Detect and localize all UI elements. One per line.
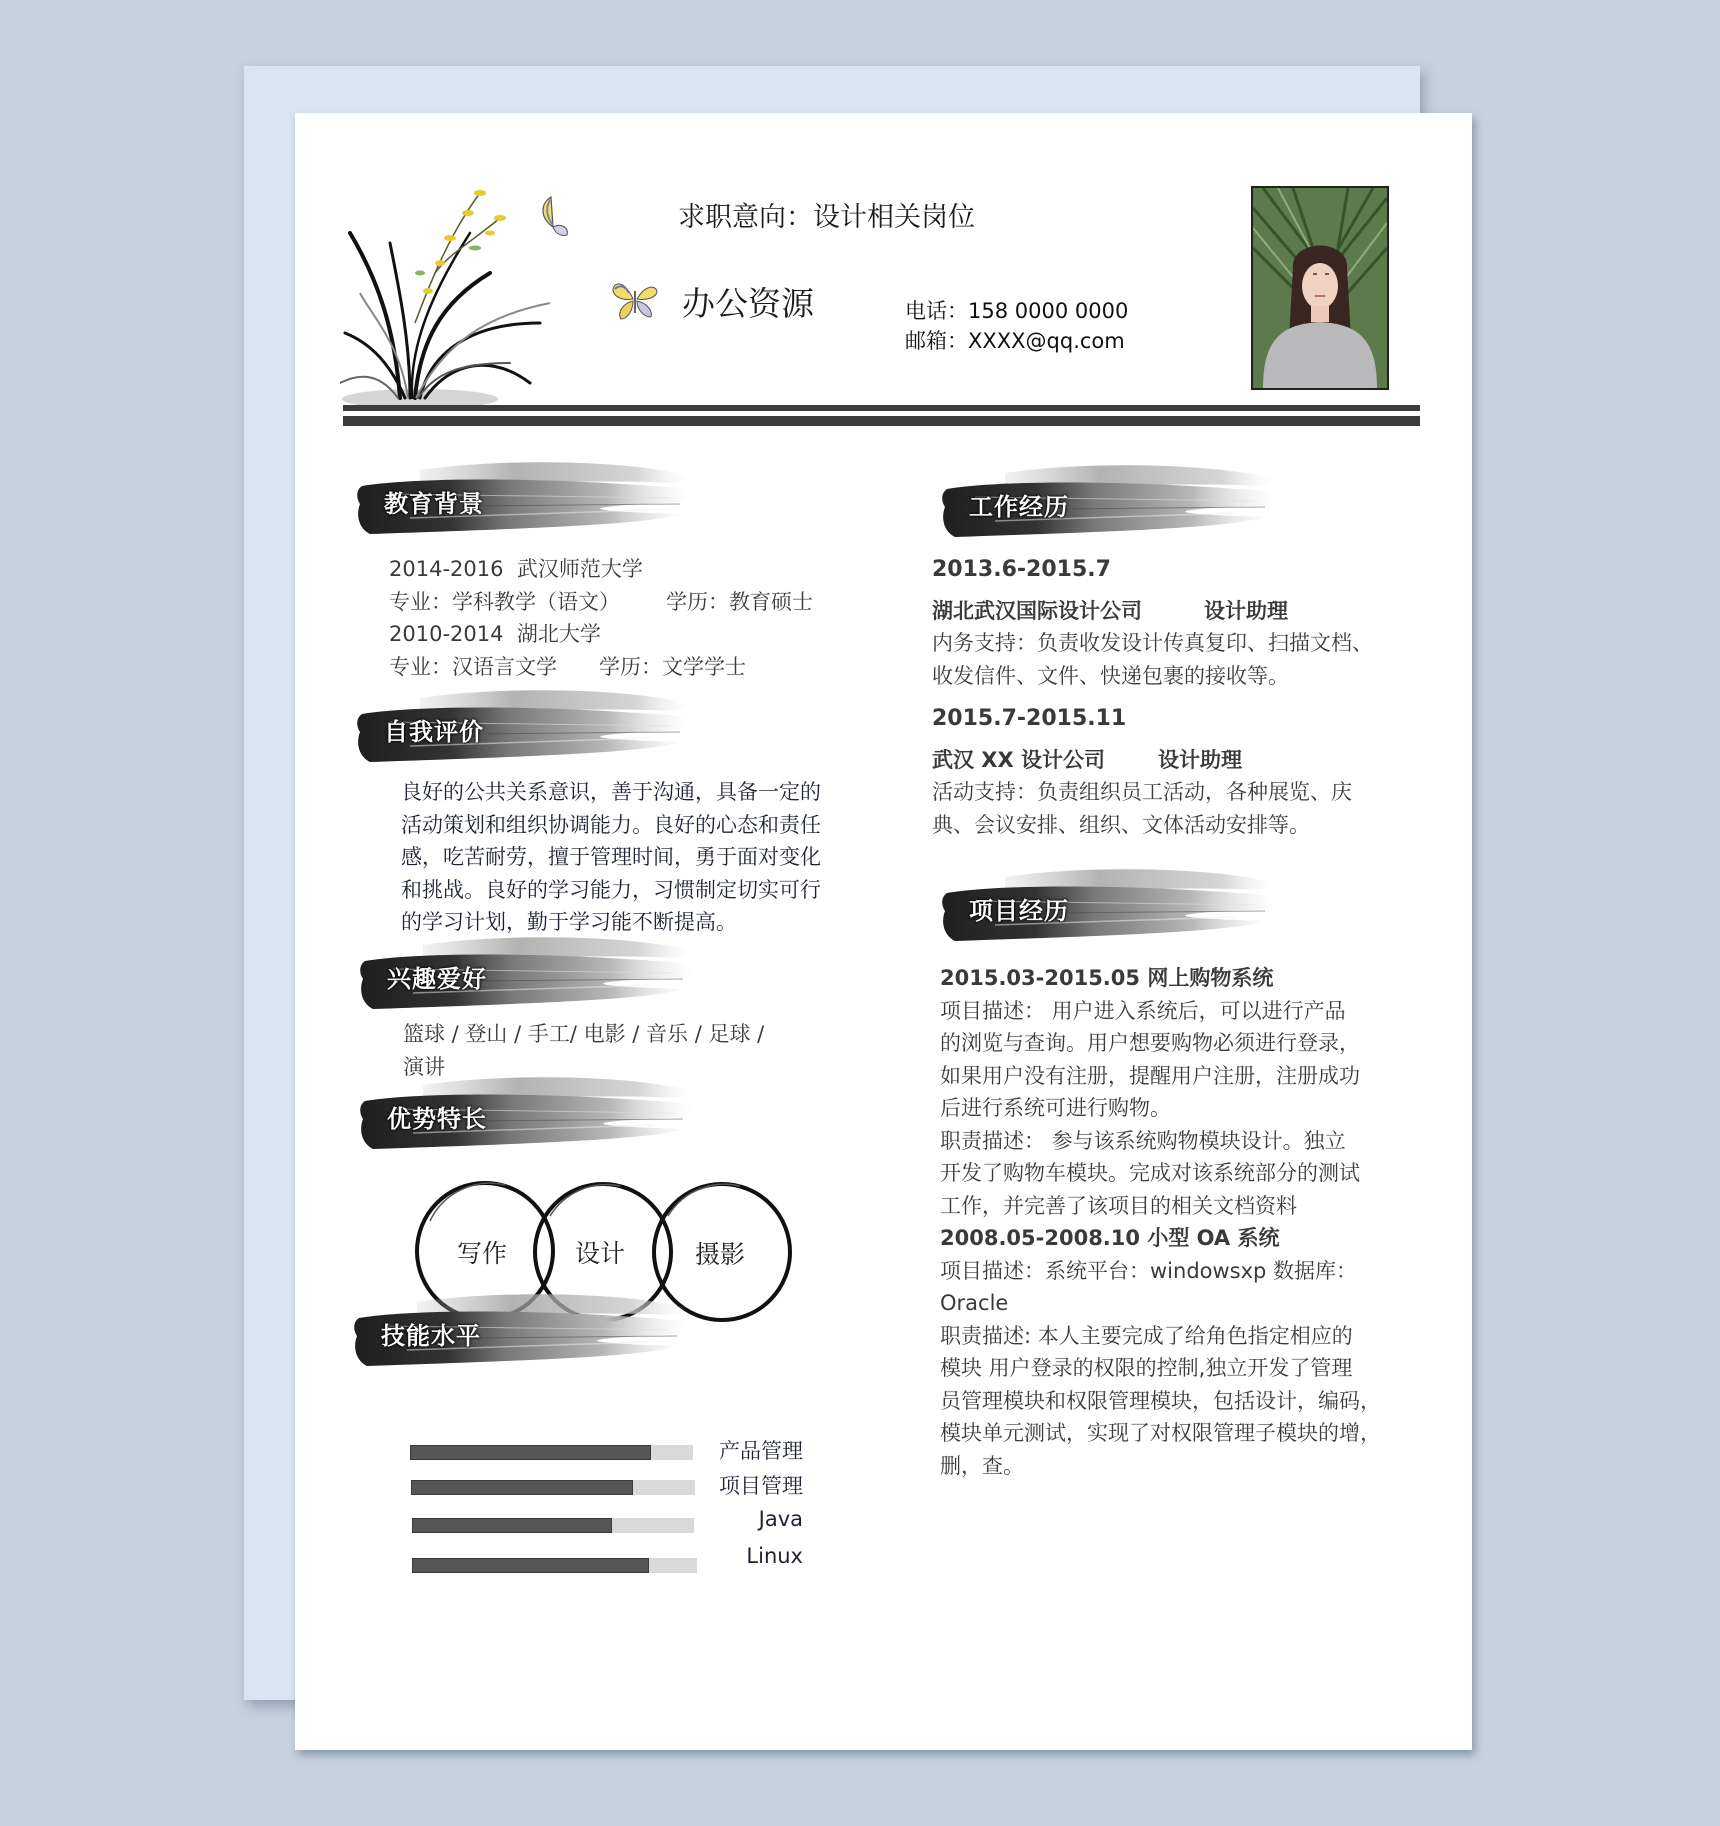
section-title: 工作经历 <box>969 493 1069 521</box>
work-title-row <box>932 744 1352 777</box>
strength-item: 设计 <box>575 1239 626 1268</box>
section-title: 自我评价 <box>384 718 484 746</box>
work-period: 2013.6-2015.7 <box>932 557 1111 582</box>
text-line: 员管理模块和权限管理模块，包括设计，编码， <box>940 1388 1381 1413</box>
skill-bar-fill <box>412 1518 612 1533</box>
email-value: XXXX@qq.com <box>968 329 1125 353</box>
text-line: 后进行系统可进行购物。 <box>940 1096 1171 1120</box>
education-detail <box>389 586 813 619</box>
email-label: 邮箱： <box>905 329 968 353</box>
section-title: 优势特长 <box>387 1105 487 1133</box>
section-title: 项目经历 <box>969 897 1069 925</box>
section-header-work <box>935 461 1285 547</box>
butterfly-icon <box>607 271 663 327</box>
phone-label: 电话： <box>905 299 968 323</box>
work-position: 设计助理 <box>1158 747 1242 772</box>
section-title: 兴趣爱好 <box>387 965 487 993</box>
skill-bar-fill <box>410 1445 651 1460</box>
text-line: 的学习计划，勤于学习能不断提高。 <box>401 910 737 934</box>
work-entry <box>932 554 1373 692</box>
strength-item: 写作 <box>457 1239 508 1268</box>
text-line: 感，吃苦耐劳，擅于管理时间，勇于面对变化 <box>401 845 821 869</box>
text-line: 内务支持：负责收发设计传真复印、扫描文档、 <box>932 631 1373 655</box>
text-line: 收发信件、文件、快递包裹的接收等。 <box>932 663 1289 688</box>
education-school: 武汉师范大学 <box>516 557 643 581</box>
text-line: 模块 用户登录的权限的控制,独立开发了管理 <box>940 1356 1353 1380</box>
skill-bar-fill <box>412 1558 649 1573</box>
education-degree: 学历：文学学士 <box>599 654 746 679</box>
section-header-skills <box>347 1290 697 1376</box>
self-evaluation-text <box>401 776 821 939</box>
text-line: 职责描述： 参与该系统购物模块设计。独立 <box>940 1128 1346 1153</box>
skill-label: 项目管理 <box>719 1474 803 1498</box>
project-heading: 2015.03-2015.05 网上购物系统 <box>940 966 1274 990</box>
skill-label: Java <box>758 1507 803 1531</box>
text-line: 演讲 <box>403 1054 445 1079</box>
text-line: 的浏览与查询。用户想要购物必须进行登录， <box>940 1031 1360 1055</box>
phone-value: 158 0000 0000 <box>968 299 1129 323</box>
section-title: 教育背景 <box>384 490 484 518</box>
section-header-self-evaluation <box>350 686 700 772</box>
education-major: 专业：学科教学（语文） <box>389 589 620 614</box>
project-heading: 2008.05-2008.10 小型 OA 系统 <box>940 1226 1280 1250</box>
section-title: 技能水平 <box>381 1322 481 1350</box>
text-line: 活动支持：负责组织员工活动，各种展览、庆 <box>932 780 1352 804</box>
section-header-strengths <box>353 1073 703 1159</box>
job-objective: 求职意向：设计相关岗位 <box>678 202 975 233</box>
text-line: 删，查。 <box>940 1453 1024 1478</box>
education-period: 2010-2014 <box>389 622 504 646</box>
education-school: 湖北大学 <box>516 622 601 646</box>
work-company: 武汉 XX 设计公司 <box>932 747 1106 772</box>
resume-page <box>295 113 1472 1750</box>
section-header-education <box>350 458 700 544</box>
work-period: 2015.7-2015.11 <box>932 706 1127 731</box>
text-line: 活动策划和组织协调能力。良好的心态和责任 <box>401 812 821 837</box>
contact-info <box>905 296 1128 356</box>
header-divider-thin <box>343 405 1420 411</box>
text-line: 和挑战。良好的学习能力，习惯制定切实可行 <box>401 877 821 902</box>
text-line: 篮球 / 登山 / 手工/ 电影 / 音乐 / 足球 / <box>403 1022 765 1046</box>
butterfly-icon <box>531 193 579 241</box>
text-line: 如果用户没有注册，提醒用户注册，注册成功 <box>940 1063 1360 1088</box>
phone-row <box>905 296 1128 326</box>
email-row <box>905 326 1128 356</box>
text-line: 模块单元测试，实现了对权限管理子模块的增， <box>940 1421 1381 1445</box>
text-line: 项目描述： 用户进入系统后，可以进行产品 <box>940 998 1346 1023</box>
education-period: 2014-2016 <box>389 557 504 581</box>
text-line: Oracle <box>940 1291 1009 1315</box>
project-entry <box>940 1222 1381 1482</box>
education-major: 专业：汉语言文学 <box>389 654 557 679</box>
education-list <box>389 553 813 683</box>
text-line: 良好的公共关系意识，善于沟通，具备一定的 <box>401 780 821 804</box>
skill-label: Linux <box>746 1544 803 1568</box>
text-line: 职责描述: 本人主要完成了给角色指定相应的 <box>940 1323 1353 1348</box>
candidate-name: 办公资源 <box>682 284 814 323</box>
header-divider-thick <box>343 416 1420 426</box>
project-entry <box>940 962 1360 1222</box>
strength-item: 摄影 <box>695 1240 746 1269</box>
text-line: 项目描述：系统平台：windowsxp 数据库： <box>940 1258 1358 1283</box>
education-degree: 学历：教育硕士 <box>666 589 813 614</box>
work-position: 设计助理 <box>1204 598 1288 623</box>
text-line: 开发了购物车模块。完成对该系统部分的测试 <box>940 1161 1360 1185</box>
work-company: 湖北武汉国际设计公司 <box>932 598 1142 623</box>
education-entry <box>389 618 813 651</box>
education-entry <box>389 553 813 586</box>
text-line: 典、会议安排、组织、文体活动安排等。 <box>932 812 1310 837</box>
work-entry <box>932 703 1352 841</box>
skill-label: 产品管理 <box>719 1439 803 1463</box>
section-header-hobbies <box>353 933 703 1019</box>
profile-photo <box>1251 186 1389 390</box>
section-header-projects <box>935 865 1285 951</box>
work-title-row <box>932 595 1373 628</box>
skill-bar-fill <box>411 1480 633 1495</box>
education-detail <box>389 651 813 684</box>
text-line: 工作，并完善了该项目的相关文档资料 <box>940 1193 1297 1218</box>
